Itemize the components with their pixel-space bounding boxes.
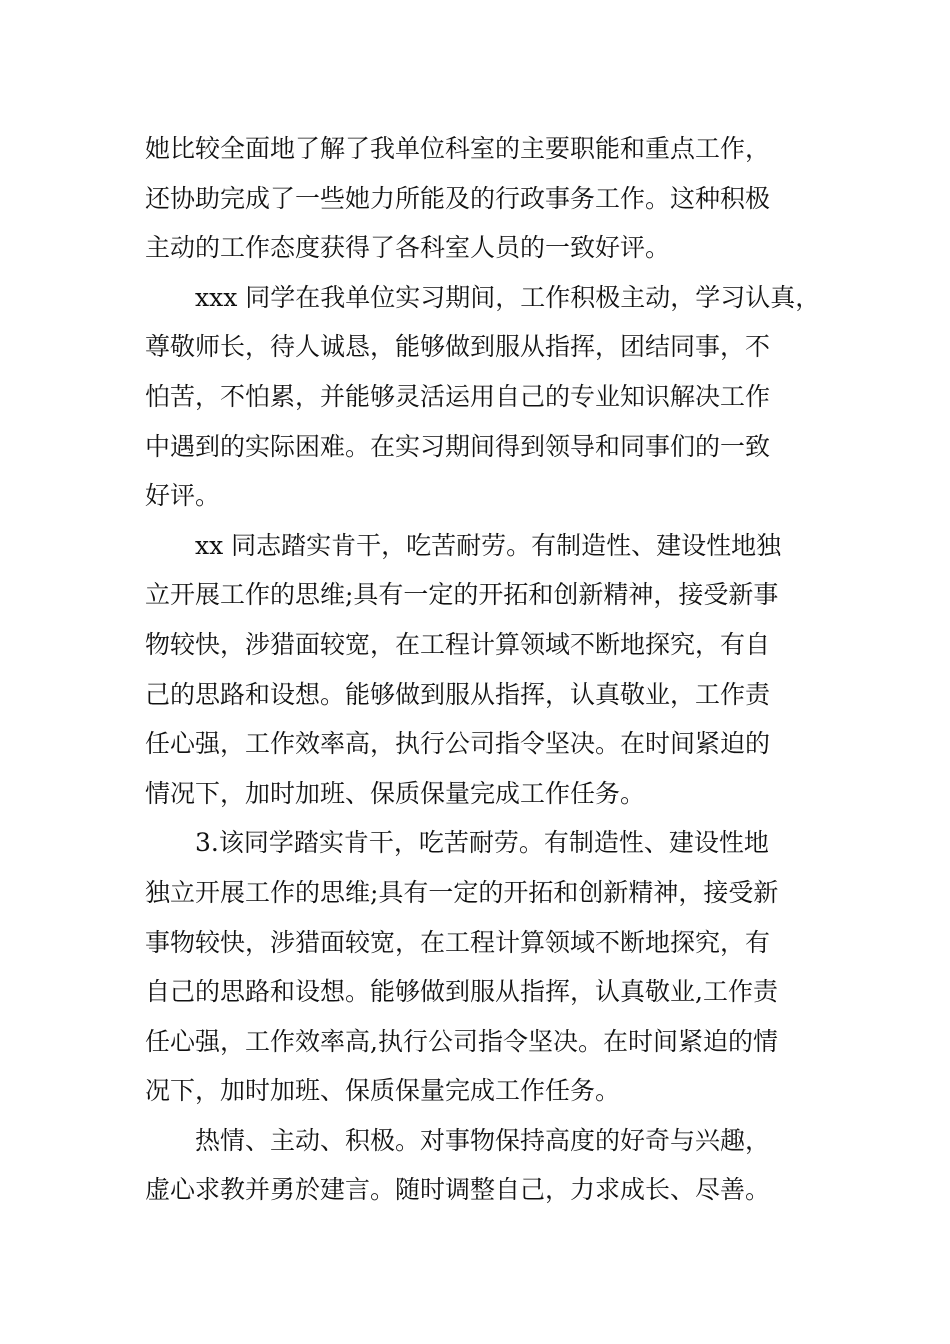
text-line: 物较快，涉猎面较宽，在工程计算领域不断地探究，有自: [145, 629, 771, 659]
text-line: 况下，加时加班、保质保量完成工作任务。: [145, 1076, 621, 1106]
text-line: 自己的思路和设想。能够做到服从指挥，认真敬业,工作责: [145, 977, 778, 1007]
text-line: 任心强，工作效率高，执行公司指令坚决。在时间紧迫的: [145, 729, 771, 759]
paragraph-4: [145, 818, 835, 1116]
text-line: 情况下，加时加班、保质保量完成工作任务。: [145, 778, 646, 808]
paragraph-5: [145, 1116, 835, 1215]
text-line: 事物较快，涉猎面较宽，在工程计算领域不断地探究，有: [145, 927, 771, 957]
text-line: 怕苦，不怕累，并能够灵活运用自己的专业知识解决工作: [145, 381, 771, 411]
text-line: 独立开展工作的思维;具有一定的开拓和创新精神，接受新: [145, 877, 779, 907]
text-line: 主动的工作态度获得了各科室人员的一致好评。: [145, 233, 671, 263]
text-line: 还协助完成了一些她力所能及的行政事务工作。这种积极: [145, 183, 771, 213]
text-line: 己的思路和设想。能够做到服从指挥，认真敬业，工作责: [145, 679, 771, 709]
text-line: xxx 同学在我单位实习期间，工作积极主动，学习认真，: [195, 282, 821, 312]
paragraph-1: [145, 124, 835, 273]
text-line: 她比较全面地了解了我单位科室的主要职能和重点工作，: [145, 134, 771, 163]
text-line: xx 同志踏实肯干，吃苦耐劳。有制造性、建设性地独: [195, 530, 782, 560]
text-line: 虚心求教并勇於建言。随时调整自己，力求成长、尽善。: [145, 1175, 771, 1205]
text-line: 任心强，工作效率高,执行公司指令坚决。在时间紧迫的情: [145, 1026, 778, 1056]
paragraph-3: [145, 521, 835, 819]
text-line: 尊敬师长，待人诚恳，能够做到服从指挥，团结同事，不: [145, 332, 771, 362]
paragraph-2: [145, 273, 835, 521]
text-line: 立开展工作的思维;具有一定的开拓和创新精神，接受新事: [145, 580, 779, 610]
text-line: 3.该同学踏实肯干，吃苦耐劳。有制造性、建设性地: [195, 828, 769, 858]
text-line: 中遇到的实际困难。在实习期间得到领导和同事们的一致: [145, 431, 771, 461]
text-line: 热情、主动、积极。对事物保持高度的好奇与兴趣，: [195, 1125, 771, 1155]
text-line: 好评。: [145, 481, 221, 511]
document-body: [145, 124, 835, 1215]
